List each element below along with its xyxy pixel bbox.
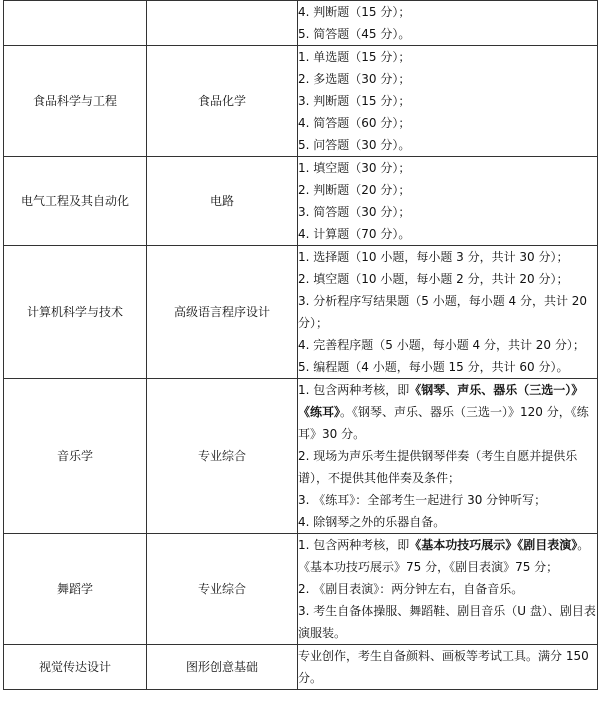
content-line <box>298 157 597 179</box>
content-line <box>298 268 597 290</box>
exam-content-cell <box>298 534 598 645</box>
text-segment: 1. 包含两种考核，即 <box>298 538 410 552</box>
content-line <box>298 46 597 68</box>
content-line <box>298 223 597 245</box>
content-line <box>298 445 597 489</box>
major-cell: 音乐学 <box>4 379 147 534</box>
content-line <box>298 134 597 156</box>
subject-cell <box>147 1 298 46</box>
text-segment: 4. 计算题（70 分）。 <box>298 227 411 241</box>
text-segment: 2. 填空题（10 小题，每小题 2 分，共计 20 分）； <box>298 272 569 286</box>
content-line <box>298 534 597 578</box>
content-line <box>298 511 597 533</box>
text-segment: 5. 编程题（4 小题，每小题 15 分，共计 60 分）。 <box>298 360 569 374</box>
content-line <box>298 578 597 600</box>
text-segment: 5. 简答题（45 分）。 <box>298 27 411 41</box>
content-line <box>298 112 597 134</box>
text-segment: 4. 除钢琴之外的乐器自备。 <box>298 515 446 529</box>
content-line <box>298 246 597 268</box>
text-segment: 3. 考生自备体操服、舞蹈鞋、剧目音乐（U 盘）、剧目表演服装。 <box>298 604 596 640</box>
text-segment: 3. 简答题（30 分）； <box>298 205 411 219</box>
subject-cell: 专业综合 <box>147 379 298 534</box>
text-segment: 4. 完善程序题（5 小题，每小题 4 分，共计 20 分）； <box>298 338 585 352</box>
major-cell: 食品科学与工程 <box>4 46 147 157</box>
content-line <box>298 201 597 223</box>
text-segment: 4. 判断题（15 分）； <box>298 5 411 19</box>
content-line <box>298 23 597 45</box>
text-segment: 。《基本功技巧展示》75 分，《剧目表演》75 分； <box>298 538 590 574</box>
table-row <box>4 645 598 690</box>
content-line <box>298 290 597 334</box>
content-line <box>298 1 597 23</box>
content-line <box>298 379 597 445</box>
table-row <box>4 534 598 645</box>
text-segment: 1. 单选题（15 分）； <box>298 50 411 64</box>
major-cell: 舞蹈学 <box>4 534 147 645</box>
major-cell: 视觉传达设计 <box>4 645 147 690</box>
table-row <box>4 246 598 379</box>
text-segment: 。《钢琴、声乐、器乐（三选一）》120 分，《练耳》30 分。 <box>298 405 589 441</box>
text-segment: 3. 《练耳》：全部考生一起进行 30 分钟听写； <box>298 493 547 507</box>
table-row <box>4 157 598 246</box>
text-segment: 1. 选择题（10 小题，每小题 3 分，共计 30 分）； <box>298 250 569 264</box>
exam-content-cell <box>298 246 598 379</box>
text-segment: 2. 《剧目表演》：两分钟左右，自备音乐。 <box>298 582 524 596</box>
subject-cell: 专业综合 <box>147 534 298 645</box>
subject-cell: 高级语言程序设计 <box>147 246 298 379</box>
major-cell <box>4 1 147 46</box>
major-cell: 计算机科学与技术 <box>4 246 147 379</box>
content-line <box>298 489 597 511</box>
subject-cell: 图形创意基础 <box>147 645 298 690</box>
text-segment: 专业创作，考生自备颜料、画板等考试工具。满分 150 分。 <box>298 649 589 685</box>
exam-subjects-table <box>3 0 598 690</box>
text-segment: 5. 问答题（30 分）。 <box>298 138 411 152</box>
text-segment: 2. 多选题（30 分）； <box>298 72 411 86</box>
exam-content-cell <box>298 379 598 534</box>
exam-content-cell <box>298 1 598 46</box>
table-row <box>4 46 598 157</box>
text-segment: 2. 判断题（20 分）； <box>298 183 411 197</box>
text-segment: 3. 分析程序写结果题（5 小题，每小题 4 分，共计 20 分）； <box>298 294 588 330</box>
subject-cell: 食品化学 <box>147 46 298 157</box>
text-segment: 1. 填空题（30 分）； <box>298 161 411 175</box>
bold-text-segment: 《基本功技巧展示》《剧目表演》 <box>409 538 578 552</box>
table-row <box>4 379 598 534</box>
text-segment: 4. 简答题（60 分）； <box>298 116 411 130</box>
text-segment: 1. 包含两种考核，即 <box>298 383 410 397</box>
content-line <box>298 68 597 90</box>
content-line <box>298 334 597 356</box>
major-cell: 电气工程及其自动化 <box>4 157 147 246</box>
content-line <box>298 356 597 378</box>
text-segment: 2. 现场为声乐考生提供钢琴伴奏（考生自愿并提供乐谱），不提供其他伴奏及条件； <box>298 449 578 485</box>
bold-text-segment: 《钢琴、声乐、器乐（三选一）》《练耳》 <box>298 383 584 419</box>
table-row <box>4 1 598 46</box>
content-line <box>298 90 597 112</box>
exam-content-cell <box>298 645 598 690</box>
text-segment: 3. 判断题（15 分）； <box>298 94 411 108</box>
table-body <box>4 1 598 690</box>
content-line <box>298 179 597 201</box>
exam-content-cell <box>298 157 598 246</box>
exam-content-cell <box>298 46 598 157</box>
content-line <box>298 600 597 644</box>
subject-cell: 电路 <box>147 157 298 246</box>
content-line <box>298 645 597 689</box>
